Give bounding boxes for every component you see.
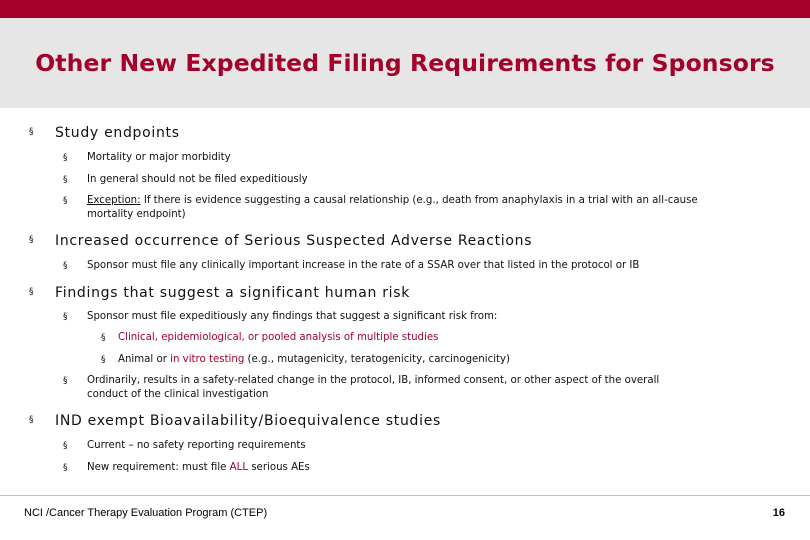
bullet-marker: § xyxy=(29,287,34,297)
bullet-marker: § xyxy=(29,235,34,245)
exception-text-line1: If there is evidence suggesting a causal relationship (e.g., death from anaphylaxis in a trial with an all-cause xyxy=(140,195,698,206)
subitem-text: Animal or xyxy=(118,354,171,365)
page-number: 16 xyxy=(772,507,785,519)
bullet-marker: § xyxy=(63,261,68,271)
subitem-text: (e.g., mutagenicity, teratogenicity, carcinogenicity) xyxy=(244,354,511,365)
list-item: Mortality or major morbidity xyxy=(87,152,231,163)
in-vitro-highlight: in vitro testing xyxy=(170,354,245,365)
list-item: In general should not be filed expeditiously xyxy=(87,174,308,185)
bullet-marker: § xyxy=(63,441,68,451)
section-heading-adverse-reactions: Increased occurrence of Serious Suspected Adverse Reactions xyxy=(55,233,533,249)
list-item: Sponsor must file any clinically important increase in the rate of a SSAR over that listed in the protocol or IB xyxy=(87,260,640,271)
subitem-clinical-analysis: Clinical, epidemiological, or pooled analysis of multiple studies xyxy=(118,332,439,343)
top-accent-bar xyxy=(0,0,810,18)
bullet-marker: § xyxy=(63,463,68,473)
exception-text-line2: mortality endpoint) xyxy=(87,209,186,220)
bullet-marker: § xyxy=(101,333,106,343)
slide-title: Other New Expedited Filing Requirements for Sponsors xyxy=(35,49,775,77)
exception-item xyxy=(87,194,698,208)
list-item-line2: conduct of the clinical investigation xyxy=(87,389,269,400)
section-heading-ind-exempt: IND exempt Bioavailability/Bioequivalence studies xyxy=(55,413,442,429)
list-item-new-requirement xyxy=(87,461,310,475)
section-heading-study-endpoints: Study endpoints xyxy=(55,125,180,141)
exception-label: Exception: xyxy=(87,195,141,206)
bullet-marker: § xyxy=(63,175,68,185)
bullet-marker: § xyxy=(29,127,34,137)
bullet-marker: § xyxy=(63,376,68,386)
list-item: Sponsor must file expeditiously any findings that suggest a significant risk from: xyxy=(87,311,498,322)
bullet-marker: § xyxy=(101,355,106,365)
all-highlight: ALL xyxy=(229,462,248,473)
section-heading-human-risk: Findings that suggest a significant human risk xyxy=(55,285,411,301)
bullet-marker: § xyxy=(63,196,68,206)
list-item-line1: Ordinarily, results in a safety-related change in the protocol, IB, informed consent, or other aspect of the overall xyxy=(87,375,660,386)
bullet-marker: § xyxy=(29,415,34,425)
bullet-marker: § xyxy=(63,312,68,322)
requirement-text: serious AEs xyxy=(248,462,310,473)
footer-divider xyxy=(0,495,810,496)
bullet-marker: § xyxy=(63,153,68,163)
list-item: Current – no safety reporting requirements xyxy=(87,440,306,451)
subitem-animal-testing xyxy=(118,355,510,365)
footer-org: NCI /Cancer Therapy Evaluation Program (CTEP) xyxy=(24,507,268,519)
requirement-text: New requirement: must file xyxy=(87,462,230,473)
